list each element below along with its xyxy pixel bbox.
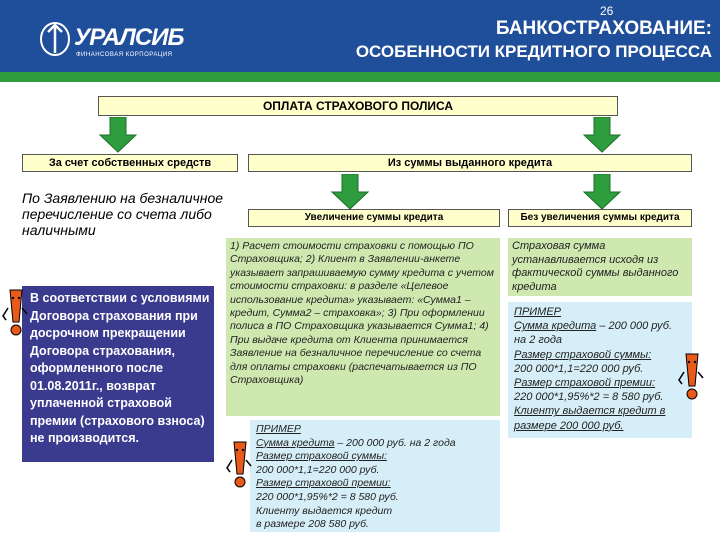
header-accent-bar: [0, 72, 720, 82]
logo-subtext: ФИНАНСОВАЯ КОРПОРАЦИЯ: [76, 52, 173, 58]
exclamation-warning-icon: [226, 440, 252, 492]
example-sum-label: Размер страховой суммы:: [514, 348, 652, 361]
increase-example-box: [250, 420, 500, 532]
arrow-down-increase-icon: [330, 174, 370, 210]
example-sum-label: Размер страховой суммы:: [256, 450, 387, 463]
example-sum-value: 200 000*1,1=220 000 руб.: [514, 362, 644, 375]
own-funds-box: За счет собственных средств: [22, 154, 238, 172]
example-title: ПРИМЕР: [514, 306, 562, 318]
exclamation-warning-icon: [2, 288, 28, 340]
example-term: на 2 года: [514, 334, 563, 347]
example-credit-label: Сумма кредита: [514, 320, 597, 333]
page-title-line2: ОСОБЕННОСТИ КРЕДИТНОГО ПРОЦЕССА: [355, 42, 712, 61]
example-credit-value: – 200 000 руб.: [596, 320, 673, 333]
arrow-down-right-icon: [582, 117, 622, 153]
increase-credit-box: Увеличение суммы кредита: [248, 209, 500, 227]
exclamation-warning-icon: [678, 352, 704, 404]
uralsib-emblem-icon: [40, 22, 70, 56]
logo-text: УРАЛСИБ: [74, 24, 184, 51]
no-increase-credit-box: Без увеличения суммы кредита: [508, 209, 692, 227]
example-premium-label: Размер страховой премии:: [256, 477, 391, 490]
main-box-policy-payment: ОПЛАТА СТРАХОВОГО ПОЛИСА: [98, 96, 618, 116]
example-result-2: размере 200 000 руб.: [514, 419, 624, 432]
page-number: 26: [600, 4, 614, 18]
uralsib-logo: [40, 22, 184, 61]
arrow-down-no-increase-icon: [582, 174, 622, 210]
no-increase-example-box: [508, 302, 692, 438]
credit-funds-box: Из суммы выданного кредита: [248, 154, 692, 172]
example-result-2: в размере 208 580 руб.: [256, 518, 369, 531]
example-premium-value: 220 000*1,95%*2 = 8 580 руб.: [256, 490, 399, 503]
example-premium-label: Размер страховой премии:: [514, 377, 656, 390]
increase-steps-box: 1) Расчет стоимости страховки с помощью ПО Страховщика; 2) Клиент в Заявлении-анкете указывает запрашиваемую сумму кредита с учетом стоимости страховки: в разделе «Целевое использование кредита» указывает: «Сумма1 – кредит, Сумма2 – страховка»; 3) При оформлении полиса в ПО Страховщика указывается Сумма1; 4) При выдаче кредита от Клиента принимается Заявление на безналичное перечисление со счета для оплаты страховки (распечатывается из ПО Страховщика): [226, 238, 500, 416]
no-increase-description-box: Страховая сумма устанавливается исходя из фактической суммы выданного кредита: [508, 238, 692, 296]
arrow-down-left-icon: [98, 117, 138, 153]
example-result-1: Клиенту выдается кредит в: [514, 405, 666, 418]
example-premium-value: 220 000*1,95%*2 = 8 580 руб.: [514, 391, 664, 404]
page-title-line1: БАНКОСТРАХОВАНИЕ:: [495, 18, 712, 39]
example-title: ПРИМЕР: [256, 423, 301, 435]
example-credit-label: Сумма кредита: [256, 436, 335, 449]
example-sum-value: 200 000*1,1=220 000 руб.: [256, 463, 380, 476]
example-credit-value: – 200 000 руб. на 2 года: [334, 436, 456, 449]
warning-box: В соответствии с условиями Договора страхования при досрочном прекращении Договора страхования, оформленного после 01.08.2011г., возврат уплаченной страховой премии (страхового взноса) не производится.: [22, 286, 214, 462]
example-result-1: Клиенту выдается кредит: [256, 504, 393, 517]
header-bar: [0, 0, 720, 72]
left-description: По Заявлению на безналичное перечисление со счета либо наличными: [22, 190, 224, 238]
